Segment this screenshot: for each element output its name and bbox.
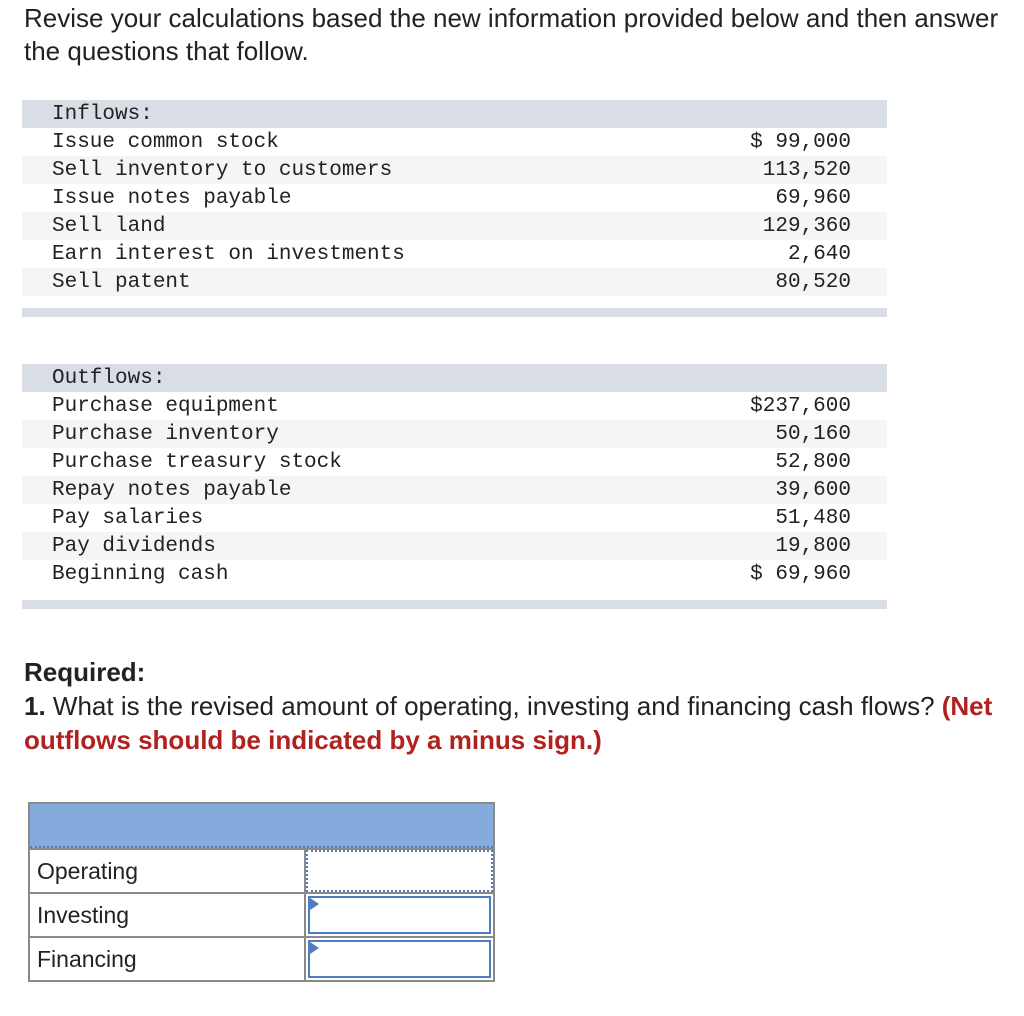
row-label: Issue common stock [52, 131, 279, 154]
outflows-header-label: Outflows: [52, 367, 166, 390]
table-row [22, 448, 887, 476]
row-amount: 2,640 [787, 243, 851, 266]
row-label: Purchase inventory [52, 423, 279, 446]
cell-marker-icon [310, 942, 319, 954]
row-amount: 50,160 [775, 423, 851, 446]
row-amount: 113,520 [762, 159, 851, 182]
table-row [22, 184, 887, 212]
inflows-header [22, 100, 887, 128]
row-label: Pay salaries [52, 507, 204, 530]
required-section [24, 655, 1004, 757]
answer-row-investing [30, 892, 493, 936]
row-label: Sell inventory to customers [52, 159, 393, 182]
answer-row-financing [30, 936, 493, 980]
question-text: What is the revised amount of operating, investing and financing cash flows? [45, 691, 942, 721]
row-label: Operating [30, 850, 306, 892]
answer-table-header [30, 804, 493, 848]
financing-input-cell[interactable] [308, 940, 491, 978]
inflows-header-label: Inflows: [52, 103, 153, 126]
question-number: 1. [24, 691, 46, 721]
row-label: Earn interest on investments [52, 243, 405, 266]
financing-input[interactable] [310, 942, 493, 978]
row-amount: 19,800 [775, 535, 851, 558]
row-label: Issue notes payable [52, 187, 292, 210]
outflows-header [22, 364, 887, 392]
row-label: Investing [30, 894, 306, 936]
row-amount: 52,800 [775, 451, 851, 474]
table-row [22, 240, 887, 268]
table-row [22, 392, 887, 420]
outflows-table [22, 364, 887, 609]
inflows-table [22, 100, 887, 317]
row-label: Beginning cash [52, 563, 229, 586]
table-footer [22, 600, 887, 609]
table-row [22, 128, 887, 156]
row-label: Sell land [52, 215, 166, 238]
row-amount: $ 99,000 [750, 131, 851, 154]
table-row [22, 156, 887, 184]
row-label: Financing [30, 938, 306, 980]
row-amount: $237,600 [750, 395, 851, 418]
question-note: (Net outflows should be indicated by a minus sign.) [24, 691, 993, 755]
row-amount: $ 69,960 [750, 563, 851, 586]
row-label: Repay notes payable [52, 479, 292, 502]
row-amount: 69,960 [775, 187, 851, 210]
row-amount: 39,600 [775, 479, 851, 502]
operating-input[interactable] [308, 852, 495, 892]
answer-row-operating [30, 848, 493, 892]
answer-table [28, 802, 495, 982]
table-row [22, 212, 887, 240]
row-label: Purchase equipment [52, 395, 279, 418]
row-amount: 80,520 [775, 271, 851, 294]
required-heading: Required: [24, 657, 146, 687]
table-row [22, 504, 887, 532]
table-row [22, 532, 887, 560]
investing-input[interactable] [310, 898, 493, 934]
table-row [22, 560, 887, 588]
row-label: Pay dividends [52, 535, 216, 558]
row-label: Purchase treasury stock [52, 451, 342, 474]
table-footer [22, 308, 887, 317]
operating-input-cell[interactable] [306, 850, 493, 892]
row-amount: 129,360 [762, 215, 851, 238]
row-label: Sell patent [52, 271, 191, 294]
cell-marker-icon [310, 898, 319, 910]
table-row [22, 476, 887, 504]
question-1 [24, 689, 1004, 757]
table-row [22, 420, 887, 448]
instructions: Revise your calculations based the new information provided below and then answer the questions that follow. [24, 3, 999, 66]
investing-input-cell[interactable] [308, 896, 491, 934]
row-amount: 51,480 [775, 507, 851, 530]
table-row [22, 268, 887, 296]
